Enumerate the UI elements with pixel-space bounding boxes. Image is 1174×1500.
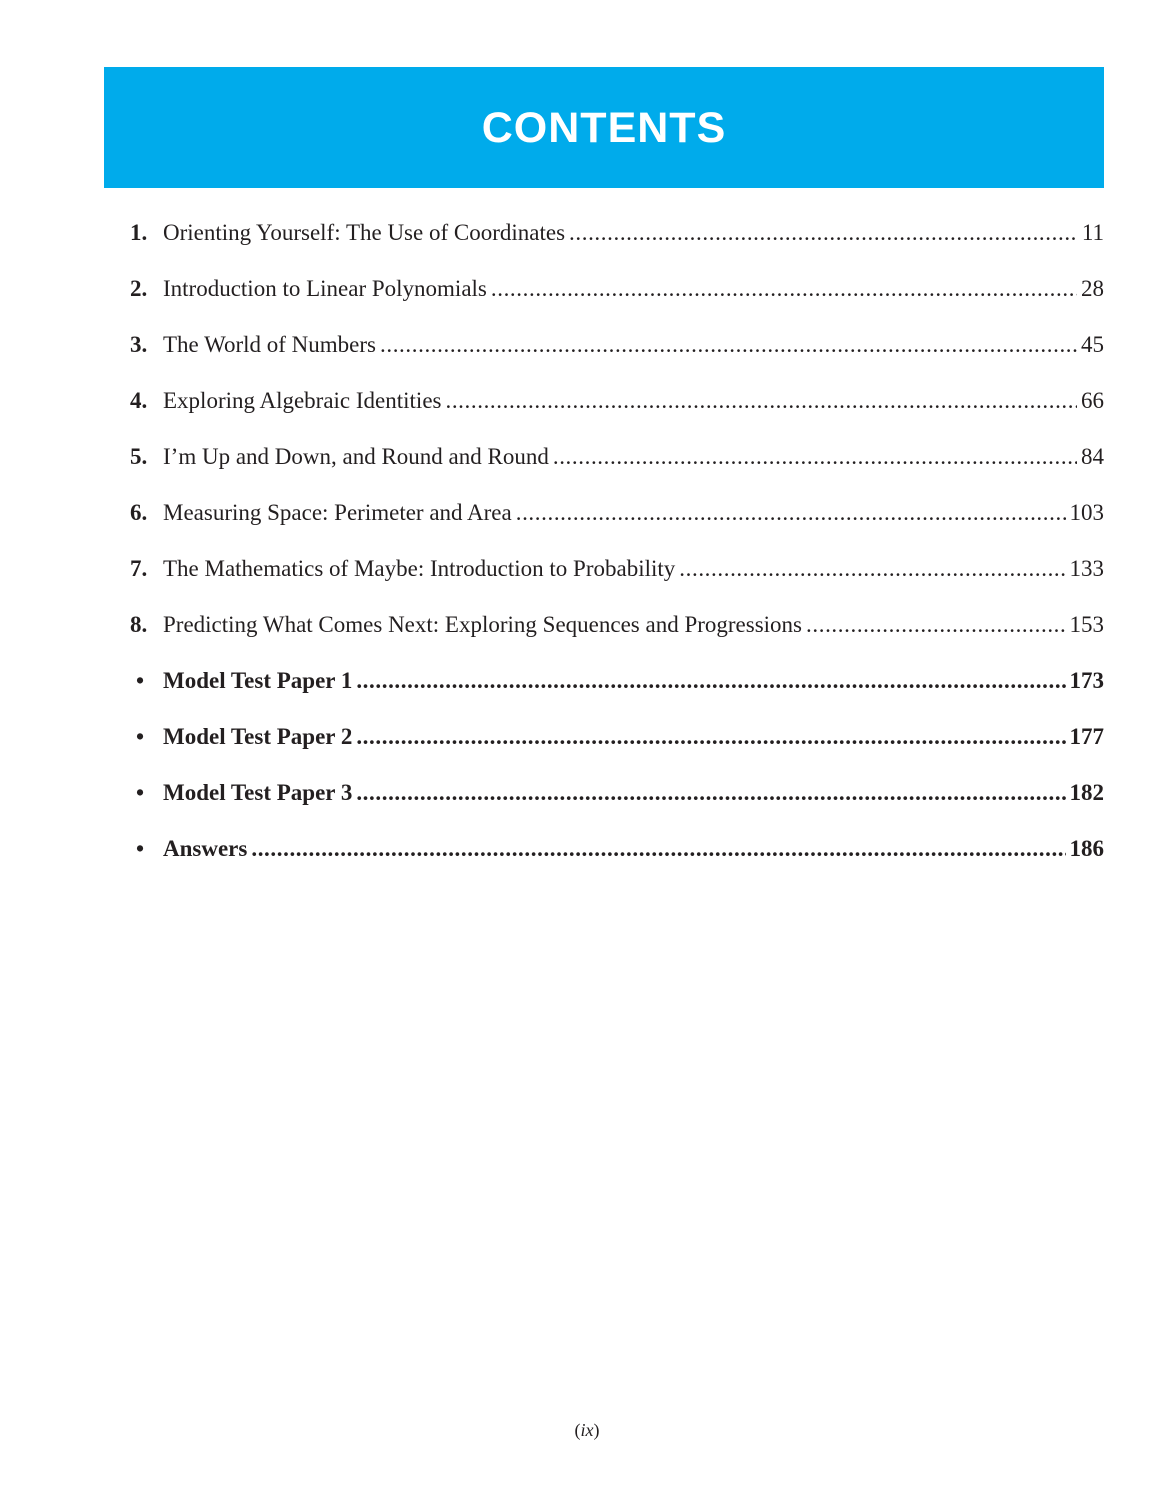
page-number: 11 xyxy=(1081,220,1104,245)
footer-open-paren: ( xyxy=(574,1420,581,1440)
chapter-number: 5. xyxy=(130,444,148,469)
page-number: 153 xyxy=(1069,612,1104,637)
toc-entry-chapter-5[interactable] xyxy=(130,429,1104,485)
toc-entry-model-test-paper-2[interactable] xyxy=(130,709,1104,765)
toc-entry-chapter-2[interactable] xyxy=(130,261,1104,317)
toc-entry-chapter-6[interactable] xyxy=(130,485,1104,541)
page-number: 173 xyxy=(1069,668,1104,693)
page-title: CONTENTS xyxy=(481,104,727,152)
footer-page-number: ix xyxy=(580,1420,594,1440)
chapter-title: Measuring Space: Perimeter and Area xyxy=(163,500,512,525)
dot-leader xyxy=(251,824,1065,874)
page-number: 84 xyxy=(1081,444,1104,469)
chapter-title: Exploring Algebraic Identities xyxy=(163,388,442,413)
toc-entry-answers[interactable] xyxy=(130,821,1104,877)
page-number: 186 xyxy=(1069,836,1104,861)
chapter-number: 3. xyxy=(130,332,148,357)
dot-leader xyxy=(491,264,1077,314)
page-number: 45 xyxy=(1081,332,1104,357)
chapter-title: The Mathematics of Maybe: Introduction to Probability xyxy=(163,556,676,581)
page-number: 103 xyxy=(1069,500,1104,525)
footer-close-paren: ) xyxy=(593,1420,600,1440)
chapter-number: 7. xyxy=(130,556,148,581)
dot-leader xyxy=(380,320,1077,370)
chapter-number: 8. xyxy=(130,612,148,637)
chapter-number: 2. xyxy=(130,276,148,301)
chapter-number: 4. xyxy=(130,388,148,413)
bullet-icon: • xyxy=(136,836,145,861)
chapter-title: Introduction to Linear Polynomials xyxy=(163,276,487,301)
dot-leader xyxy=(679,544,1065,594)
toc-entry-chapter-3[interactable] xyxy=(130,317,1104,373)
page-number: 182 xyxy=(1069,780,1104,805)
chapter-title: Predicting What Comes Next: Exploring Sequences and Progressions xyxy=(163,612,803,637)
chapter-title: The World of Numbers xyxy=(163,332,376,357)
dot-leader xyxy=(806,600,1065,650)
table-of-contents xyxy=(130,205,1104,877)
toc-entry-chapter-1[interactable] xyxy=(130,205,1104,261)
page-number: 133 xyxy=(1069,556,1104,581)
dot-leader xyxy=(569,208,1078,258)
bullet-icon: • xyxy=(136,668,145,693)
toc-entry-model-test-paper-1[interactable] xyxy=(130,653,1104,709)
toc-entry-chapter-4[interactable] xyxy=(130,373,1104,429)
toc-entry-chapter-7[interactable] xyxy=(130,541,1104,597)
page-footer xyxy=(0,1420,1174,1441)
dot-leader xyxy=(356,712,1065,762)
toc-entry-model-test-paper-3[interactable] xyxy=(130,765,1104,821)
entry-title: Model Test Paper 1 xyxy=(163,668,353,693)
entry-title: Answers xyxy=(163,836,248,861)
chapter-number: 1. xyxy=(130,220,148,245)
dot-leader xyxy=(356,656,1065,706)
toc-entry-chapter-8[interactable] xyxy=(130,597,1104,653)
page-number: 28 xyxy=(1081,276,1104,301)
dot-leader xyxy=(445,376,1077,426)
entry-title: Model Test Paper 3 xyxy=(163,780,353,805)
bullet-icon: • xyxy=(136,780,145,805)
contents-banner xyxy=(104,67,1104,188)
dot-leader xyxy=(356,768,1065,818)
bullet-icon: • xyxy=(136,724,145,749)
entry-title: Model Test Paper 2 xyxy=(163,724,353,749)
page-number: 66 xyxy=(1081,388,1104,413)
chapter-title: I’m Up and Down, and Round and Round xyxy=(163,444,549,469)
dot-leader xyxy=(516,488,1066,538)
chapter-title: Orienting Yourself: The Use of Coordinates xyxy=(163,220,566,245)
page-number: 177 xyxy=(1069,724,1104,749)
chapter-number: 6. xyxy=(130,500,148,525)
dot-leader xyxy=(553,432,1077,482)
